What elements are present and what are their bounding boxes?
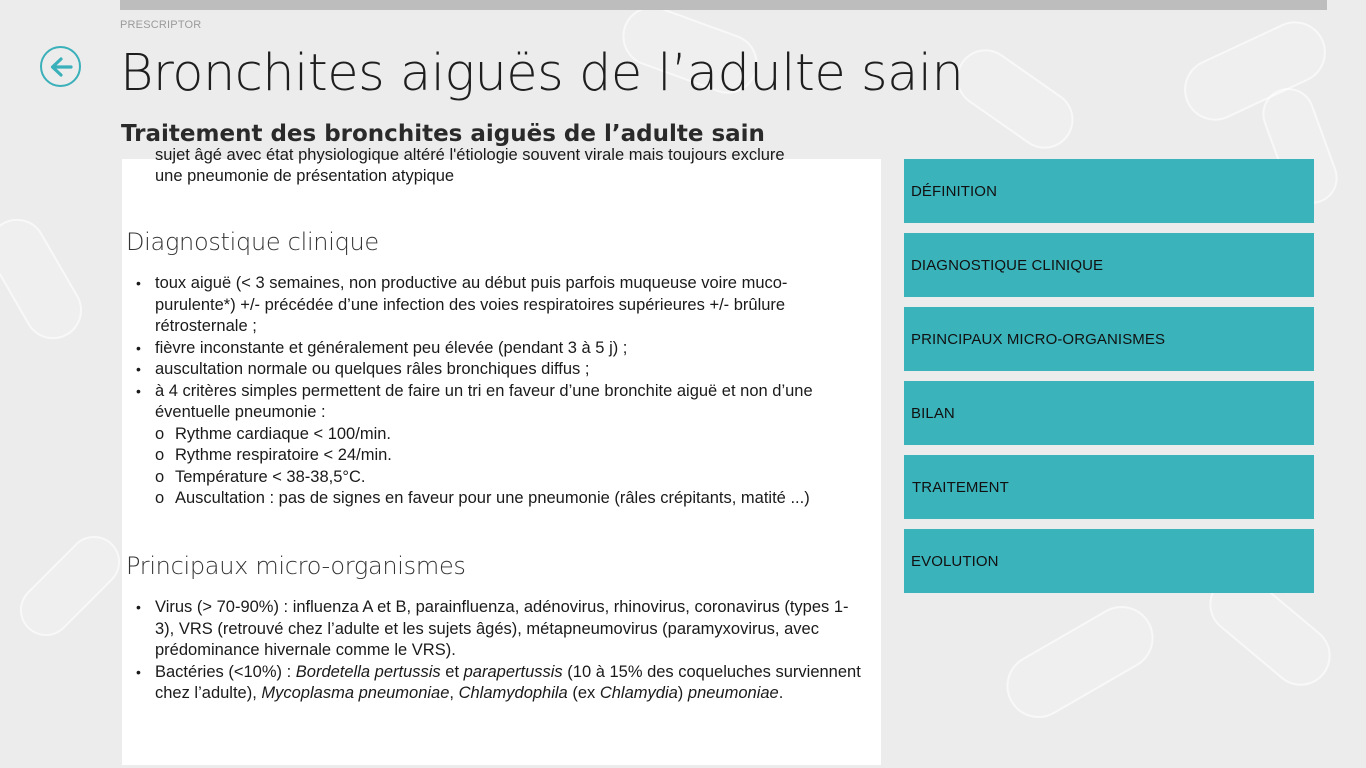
section-heading-diagnostique: Diagnostique clinique: [126, 227, 379, 256]
species-name: parapertussis: [463, 662, 563, 681]
criteria-list: [122, 424, 881, 510]
list-item: • toux aiguë (< 3 semaines, non productive au début puis parfois muqueuse voire muco-purulente*) +/- précédée d’une infection des voies respiratoires supérieures +/- brûlure rétrosternale ;: [155, 273, 867, 338]
species-name: Bordetella pertussis: [295, 662, 441, 681]
list-item: • à 4 critères simples permettent de faire un tri en faveur d’une bronchite aiguë et non d’une éventuelle pneumonie :: [155, 381, 867, 424]
criteria-text: Rythme respiratoire < 24/min.: [175, 446, 392, 464]
pill-decoration: [945, 38, 1085, 160]
nav-item-principaux-micro-organismes[interactable]: PRINCIPAUX MICRO-ORGANISMES: [904, 307, 1314, 371]
species-name: Chlamydia: [599, 684, 678, 702]
list-item: [155, 662, 867, 705]
criteria-item: [155, 424, 881, 446]
criteria-marker: o: [155, 424, 165, 443]
text-span: et: [440, 662, 464, 681]
list-item: • fièvre inconstante et généralement peu élevée (pendant 3 à 5 j) ;: [155, 338, 867, 360]
criteria-marker: o: [155, 467, 165, 486]
criteria-item: [155, 488, 881, 510]
pill-decoration: [1174, 11, 1336, 131]
list-item: • auscultation normale ou quelques râles bronchiques diffus ;: [155, 359, 867, 381]
criteria-text: Température < 38-38,5°C.: [175, 467, 366, 486]
nav-item-definition[interactable]: DÉFINITION: [904, 159, 1314, 223]
species-name: Chlamydophila: [458, 684, 568, 702]
content-panel[interactable]: [122, 146, 881, 765]
diag-bullet-list: [122, 273, 881, 424]
micro-bullet-list: [122, 597, 881, 705]
species-name: pneumoniae: [687, 684, 779, 702]
pill-decoration: [9, 525, 131, 647]
back-button[interactable]: [40, 46, 81, 87]
text-span: ,: [449, 684, 459, 702]
page-title: Bronchites aiguës de l’adulte sain: [120, 44, 964, 103]
text-span: ): [677, 684, 688, 702]
nav-item-evolution[interactable]: EVOLUTION: [904, 529, 1314, 593]
text-span: .: [778, 684, 784, 702]
criteria-marker: o: [155, 446, 165, 464]
text-span: (10 à 15% des coqueluches surviennent chez l’adulte),: [155, 662, 861, 702]
top-bar: [120, 0, 1327, 10]
pill-decoration: [995, 594, 1166, 729]
nav-item-bilan[interactable]: BILAN: [904, 381, 1314, 445]
text-span: Bactéries (<10%) :: [155, 662, 296, 681]
pill-decoration: [0, 208, 93, 350]
nav-item-traitement[interactable]: TRAITEMENT: [904, 455, 1314, 519]
app-name: PRESCRIPTOR: [120, 19, 202, 31]
criteria-text: Rythme cardiaque < 100/min.: [175, 424, 391, 443]
intro-text-line: sujet âgé avec état physiologique altéré l'étiologie souvent virale mais toujours exclure: [155, 146, 785, 164]
intro-text-line: une pneumonie de présentation atypique: [155, 167, 455, 185]
criteria-item: [155, 467, 881, 489]
arrow-left-circle-icon: [49, 56, 73, 78]
section-heading-micro-organismes: Principaux micro-organismes: [126, 551, 466, 580]
criteria-text: Auscultation : pas de signes en faveur pour une pneumonie (râles crépitants, matité ...): [175, 489, 810, 507]
page-subtitle: Traitement des bronchites aiguës de l’adulte sain: [121, 121, 765, 147]
criteria-marker: o: [155, 489, 165, 507]
text-span: (ex: [567, 684, 600, 702]
content-scroll: [122, 145, 881, 705]
nav-item-diagnostique-clinique[interactable]: DIAGNOSTIQUE CLINIQUE: [904, 233, 1314, 297]
species-name: Mycoplasma pneumoniae: [261, 684, 450, 702]
section-nav-menu: [904, 159, 1314, 603]
list-item: • Virus (> 70-90%) : influenza A et B, parainfluenza, adénovirus, rhinovirus, coronavirus (types 1-3), VRS (retrouvé chez l’adulte et les sujets âgés), métapneumovirus (paramyxovirus, avec prédominance hivernale comme le VRS).: [155, 597, 867, 662]
criteria-item: [155, 445, 881, 467]
